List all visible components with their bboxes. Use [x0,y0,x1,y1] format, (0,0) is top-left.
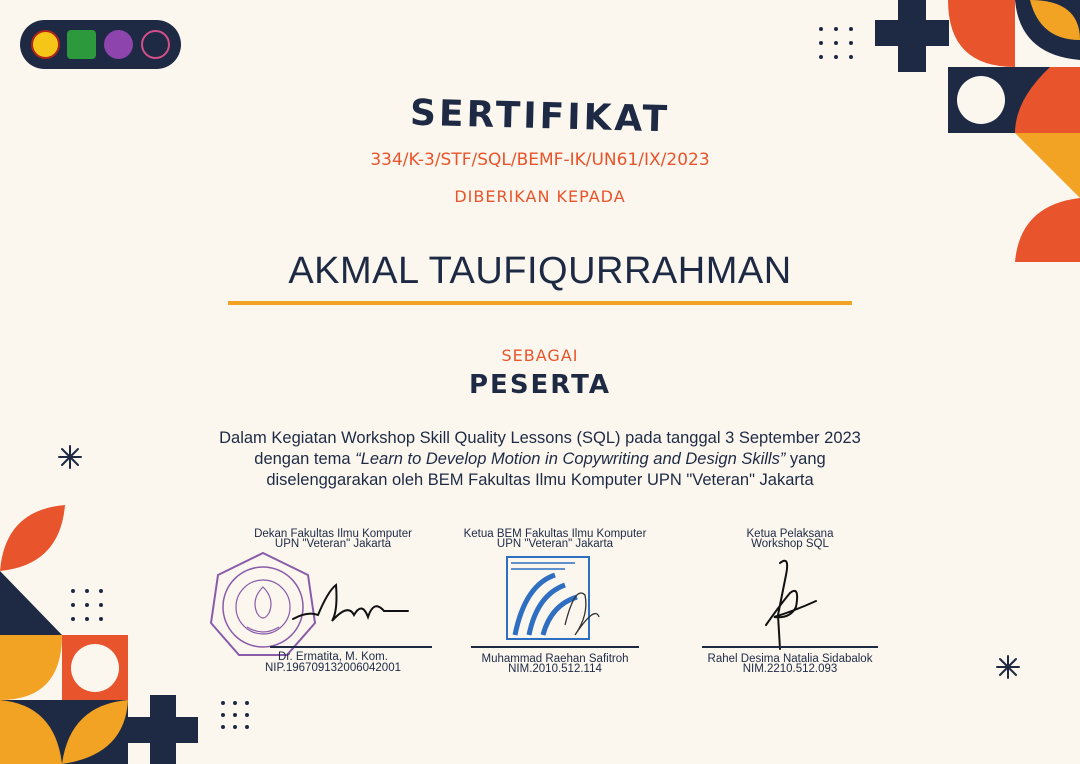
signatory-event: Workshop SQL [751,538,829,550]
event-logo-icon [141,30,170,59]
signatory-name: Muhammad Raehan Safitroh [481,653,629,665]
signatory-nim: NIM.2010.512.114 [508,663,602,675]
dot-grid-left [70,588,104,622]
signature-block-bem-chair [455,529,655,679]
signatory-position: Ketua BEM Fakultas Ilmu Komputer [463,528,647,540]
certificate-title: SERTIFIKAT [409,92,671,141]
signature-line [270,646,432,648]
logo-bar [20,20,181,69]
certificate-number: 334/K-3/STF/SQL/BEMF-IK/UN61/IX/2023 [370,150,710,170]
signatory-nim: NIM.2210.512.093 [742,663,838,675]
signatory-position: Dekan Fakultas Ilmu Komputer [254,528,412,540]
dot-grid-bottom [220,700,250,730]
signatory-nip: NIP.196709132006042001 [264,662,401,674]
signature-block-event-chair [690,529,890,679]
dot-grid-top [818,26,854,62]
name-underline [228,301,852,305]
given-to-label: DIBERIKAN KEPADA [454,187,626,206]
recipient-name: AKMAL TAUFIQURRAHMAN [288,250,792,292]
signature-dean [288,581,418,631]
signatory-name: Dr. Ermatita, M. Kom. [278,651,388,663]
signatory-name: Rahel Desima Natalia Sidabalok [707,653,873,665]
asterisk-icon-right [996,655,1020,679]
signature-block-dean [213,529,453,679]
signature-event-chair [760,555,820,651]
event-theme: “Learn to Develop Motion in Copywriting and Design Skills” [355,450,786,468]
signatory-institution: UPN "Veteran" Jakarta [274,538,392,550]
bem-stamp [505,555,601,643]
bem-logo-icon [104,30,133,59]
faculty-logo-icon [67,30,96,59]
description-line-1: Dalam Kegiatan Workshop Skill Quality Lessons (SQL) pada tanggal 3 September 2023 [219,429,861,447]
signature-line [471,646,639,648]
as-label: SEBAGAI [501,346,579,365]
event-description [0,428,1080,491]
decor-bottom-left [0,505,200,764]
signature-line [702,646,878,648]
university-logo-icon [31,30,60,59]
description-line-3: diselenggarakan oleh BEM Fakultas Ilmu Komputer UPN "Veteran" Jakarta [266,471,814,489]
signatory-institution: UPN "Veteran" Jakarta [496,538,614,550]
signatory-position: Ketua Pelaksana [746,528,834,540]
description-line-2: dengan tema “Learn to Develop Motion in Copywriting and Design Skills” yang [254,450,826,468]
participant-role: PESERTA [469,370,611,400]
